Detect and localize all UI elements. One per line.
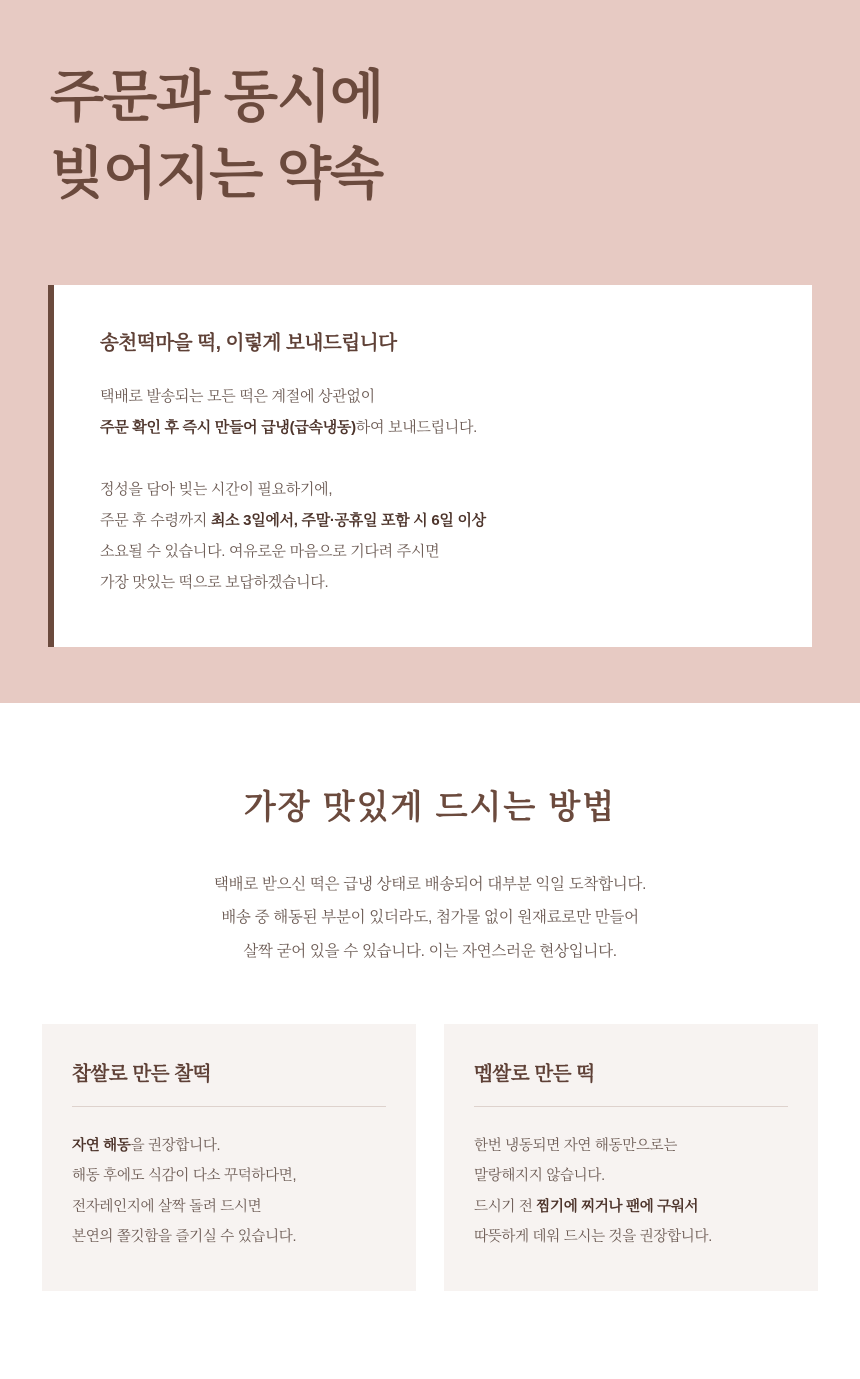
notice-paragraph-1	[100, 381, 766, 443]
card-line-1: 한번 냉동되면 자연 해동만으로는	[474, 1137, 678, 1154]
notice-p1-line-2-tail: 하여 보내드립니다.	[355, 418, 478, 436]
notice-p2-line-4: 가장 맛있는 떡으로 보답하겠습니다.	[100, 573, 329, 591]
howto-card-chaltteok	[42, 1024, 416, 1291]
card-line-1-tail: 을 권장합니다.	[130, 1137, 221, 1154]
notice-p2-line-3: 소요될 수 있습니다. 여유로운 마음으로 기다려 주시면	[100, 542, 440, 560]
card-line-2: 해동 후에도 식감이 다소 꾸덕하다면,	[72, 1168, 297, 1185]
shipping-notice-card	[48, 285, 812, 647]
shipping-notice-body	[100, 381, 766, 598]
howto-lead-line-3: 살짝 굳어 있을 수 있습니다. 이는 자연스러운 현상입니다.	[243, 942, 617, 960]
page-title-line-1: 주문과 동시에	[50, 65, 384, 128]
card-line-4: 따뜻하게 데워 드시는 것을 권장합니다.	[474, 1229, 712, 1246]
notice-p2-strong: 최소 3일에서, 주말·공휴일 포함 시 6일 이상	[210, 511, 486, 529]
howto-section	[0, 703, 860, 1379]
page-title-line-2: 빚어지는 약속	[50, 142, 384, 206]
notice-p2-line-2-head: 주문 후 수령까지	[100, 511, 211, 529]
howto-lead	[0, 868, 860, 968]
card-title: 멥쌀로 만든 떡	[474, 1062, 595, 1085]
card-body	[72, 1131, 386, 1253]
howto-lead-line-2: 배송 중 해동된 부분이 있더라도, 첨가물 없이 원재료로만 만들어	[221, 909, 639, 927]
card-title: 찹쌀로 만든 찰떡	[72, 1062, 212, 1085]
notice-p1-line-1: 택배로 발송되는 모든 떡은 계절에 상관없이	[100, 387, 375, 405]
card-body	[474, 1131, 788, 1253]
card-line-2: 말랑해지지 않습니다.	[474, 1168, 605, 1185]
card-line-1-strong: 자연 해동	[72, 1137, 131, 1154]
howto-title: 가장 맛있게 드시는 방법	[243, 788, 617, 825]
card-line-3-strong: 찜기에 찌거나 팬에 구워서	[536, 1198, 699, 1215]
card-line-3: 전자레인지에 살짝 돌려 드시면	[72, 1198, 262, 1215]
notice-p1-strong: 주문 확인 후 즉시 만들어 급냉(급속냉동)	[100, 418, 356, 436]
notice-paragraph-2	[100, 474, 766, 598]
card-divider	[474, 1106, 788, 1107]
card-divider	[72, 1106, 386, 1107]
card-line-4: 본연의 쫄깃함을 즐기실 수 있습니다.	[72, 1229, 297, 1246]
howto-card-meptteok	[444, 1024, 818, 1291]
page-title	[0, 58, 860, 213]
howto-card-list	[0, 1024, 860, 1291]
card-line-3-head: 드시기 전	[474, 1198, 537, 1215]
howto-lead-line-1: 택배로 받으신 떡은 급냉 상태로 배송되어 대부분 익일 도착합니다.	[213, 876, 647, 893]
notice-p2-line-1: 정성을 담아 빚는 시간이 필요하기에,	[100, 480, 333, 498]
shipping-notice-heading: 송천떡마을 떡, 이렇게 보내드립니다	[100, 331, 397, 354]
